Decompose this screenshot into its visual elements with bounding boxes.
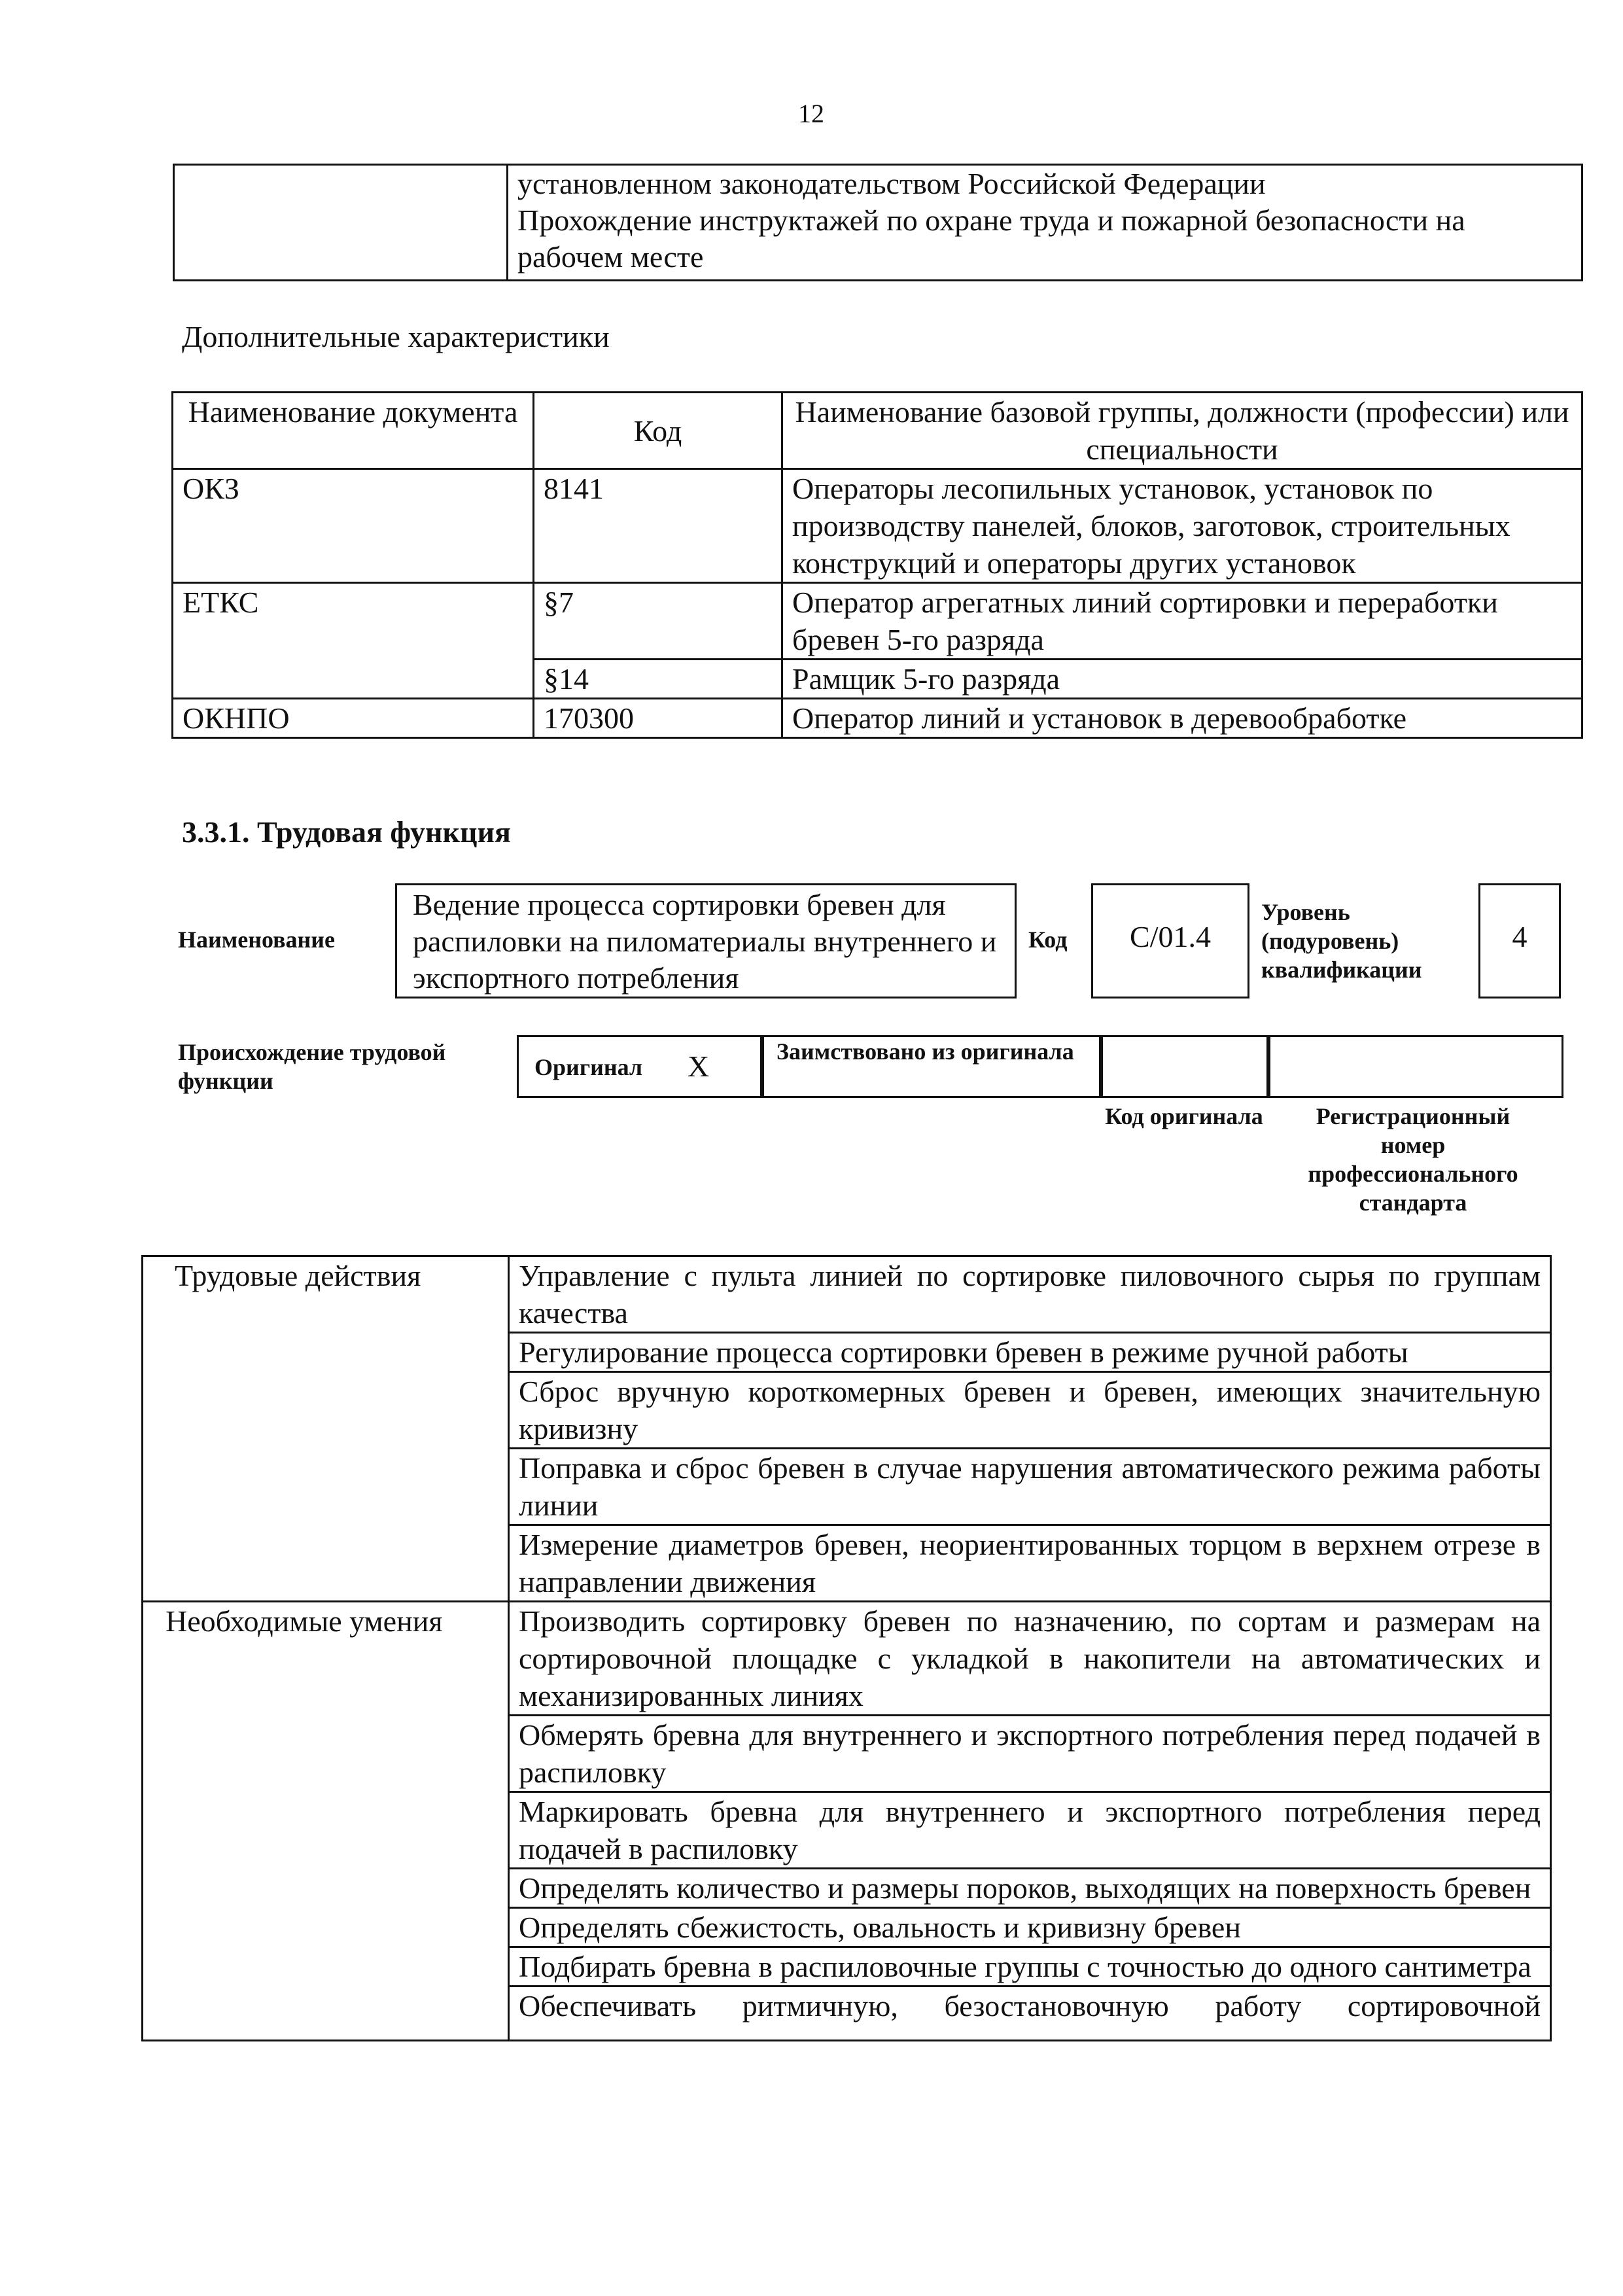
row-code-etks-14: §14 <box>534 660 782 699</box>
row-code-oknpo: 170300 <box>534 699 782 738</box>
labor-action-item: Регулирование процесса сортировки бревен в режиме ручной работы <box>509 1333 1551 1372</box>
origin-original-mark: X <box>688 1050 710 1083</box>
labor-function-table <box>141 1255 1552 2041</box>
function-level-label: Уровень (подуровень) квалификации <box>1261 899 1422 983</box>
empty-label-cell <box>174 165 508 281</box>
skill-item: Маркировать бревна для внутреннего и экспортного потребления перед подачей в распиловку <box>509 1792 1551 1869</box>
skill-item: Подбирать бревна в распиловочные группы с точностью до одного сантиметра <box>509 1947 1551 1987</box>
origin-original-label: Оригинал <box>534 1054 643 1080</box>
page-number: 12 <box>798 99 824 128</box>
function-name-box <box>395 883 1017 998</box>
additional-characteristics-title: Дополнительные характеристики <box>182 320 610 353</box>
function-code-value: C/01.4 <box>1130 920 1211 953</box>
labor-action-item: Поправка и сброс бревен в случае нарушения автоматического режима работы линии <box>509 1449 1551 1525</box>
origin-original-box <box>517 1035 764 1098</box>
requirements-cell <box>508 165 1582 281</box>
function-code-label: Код <box>1028 927 1068 953</box>
labor-action-item: Измерение диаметров бревен, неориентированных торцом в верхнем отрезе в направлении движения <box>509 1525 1551 1602</box>
function-level-box <box>1478 883 1561 998</box>
origin-reg-box <box>1266 1035 1563 1098</box>
labor-action-item: Управление с пульта линией по сортировке пиловочного сырья по группам качества <box>509 1256 1551 1333</box>
skill-item: Обеспечивать ритмичную, безостановочную работу сортировочной <box>509 1987 1551 2041</box>
row-doc-okz: ОКЗ <box>173 469 534 583</box>
origin-label: Происхождение трудовой функции <box>178 1039 446 1094</box>
row-code-okz: 8141 <box>534 469 782 583</box>
skill-item: Определять количество и размеры пороков, выходящих на поверхность бревен <box>509 1869 1551 1908</box>
labor-actions-label: Трудовые действия <box>143 1256 509 1602</box>
skill-item: Определять сбежистость, овальность и кривизну бревен <box>509 1908 1551 1947</box>
row-code-etks-7: §7 <box>534 583 782 660</box>
labor-action-item: Сброс вручную короткомерных бревен и бревен, имеющих значительную кривизну <box>509 1372 1551 1449</box>
function-name-value: Ведение процесса сортировки бревен для распиловки на пиломатериалы внутреннего и экспортного потребления <box>413 888 997 995</box>
origin-code-caption: Код оригинала <box>1105 1103 1263 1129</box>
origin-borrowed-label: Заимствовано из оригинала <box>777 1038 1074 1065</box>
top-continuation-table <box>173 164 1583 281</box>
skill-item: Обмерять бревна для внутреннего и экспортного потребления перед подачей в распиловку <box>509 1716 1551 1792</box>
header-group-name: Наименование базовой группы, должности (профессии) или специальности <box>782 393 1582 469</box>
function-level-value: 4 <box>1512 920 1527 953</box>
requirement-line: Прохождение инструктажей по охране труда и пожарной безопасности на рабочем месте <box>517 203 1465 274</box>
origin-borrowed-box <box>760 1035 1103 1098</box>
row-doc-oknpo: ОКНПО <box>173 699 534 738</box>
header-document: Наименование документа <box>173 393 534 469</box>
row-name-okz: Операторы лесопильных установок, установок по производству панелей, блоков, заготовок, строительных конструкций и операторы других установок <box>782 469 1582 583</box>
skills-label: Необходимые умения <box>143 1602 509 2041</box>
function-code-box <box>1091 883 1249 998</box>
header-code: Код <box>534 393 782 469</box>
row-name-etks-14: Рамщик 5-го разряда <box>782 660 1582 699</box>
requirement-line: установленном законодательством Российской Федерации <box>517 167 1266 200</box>
function-name-label: Наименование <box>178 927 335 953</box>
additional-characteristics-table <box>171 391 1583 739</box>
row-doc-etks: ЕТКС <box>173 583 534 699</box>
skill-item: Производить сортировку бревен по назначению, по сортам и размерам на сортировочной площадке с укладкой в накопители на автоматических и механизированных линиях <box>509 1602 1551 1716</box>
row-name-etks-7: Оператор агрегатных линий сортировки и переработки бревен 5-го разряда <box>782 583 1582 660</box>
origin-reg-caption: Регистрационный номер профессионального стандарта <box>1308 1103 1518 1216</box>
section-title: 3.3.1. Трудовая функция <box>182 815 511 849</box>
origin-code-box <box>1099 1035 1270 1098</box>
row-name-oknpo: Оператор линий и установок в деревообработке <box>782 699 1582 738</box>
